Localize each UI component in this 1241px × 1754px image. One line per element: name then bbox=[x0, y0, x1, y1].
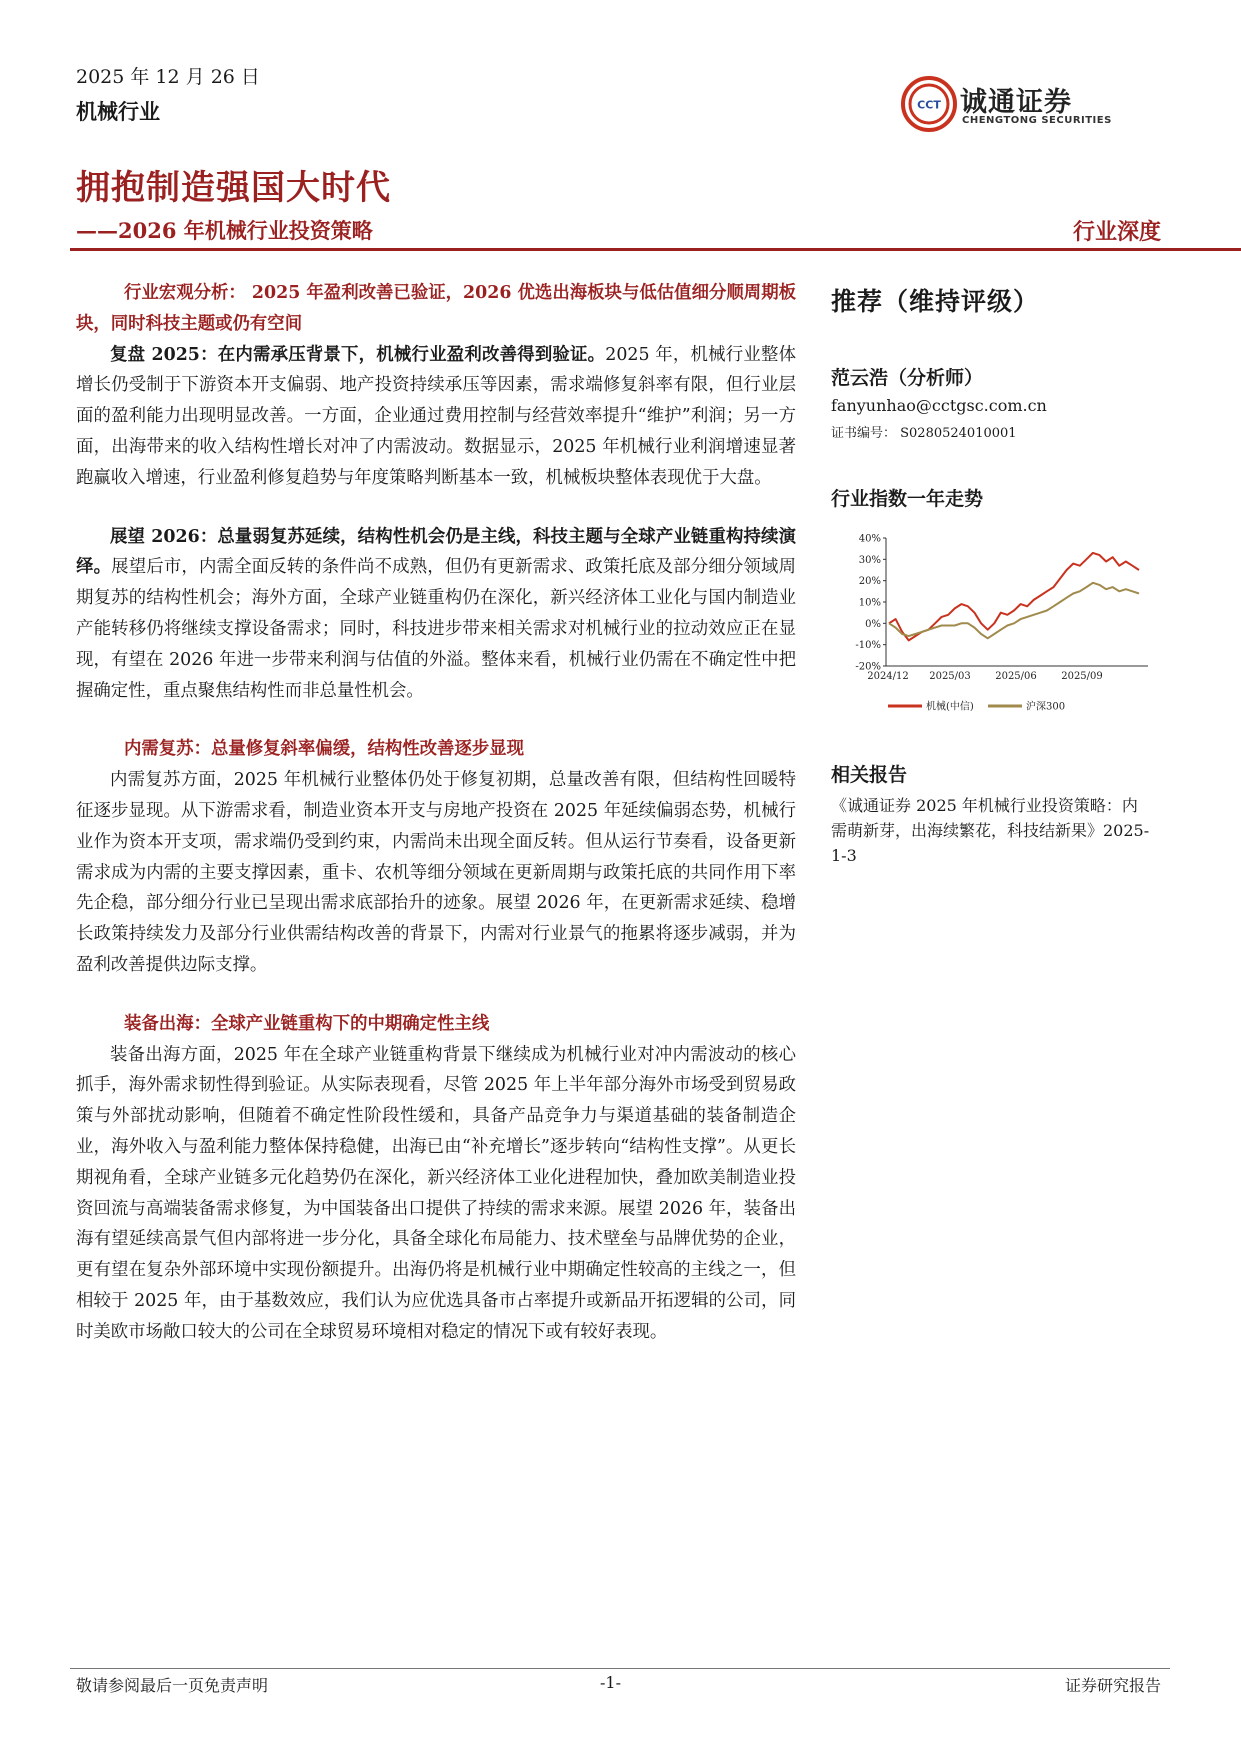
y-tick-label: 0% bbox=[865, 618, 881, 630]
footer-divider bbox=[70, 1668, 1170, 1669]
series-line bbox=[889, 553, 1139, 641]
paragraph-lead: 展望 2026：总量弱复苏延续，结构性机会仍是主线，科技主题与全球产业链重构持续演绎。 bbox=[76, 526, 796, 578]
x-tick-label: 2025/03 bbox=[929, 671, 971, 682]
y-tick-label: -10% bbox=[855, 640, 881, 652]
main-content bbox=[76, 278, 796, 1348]
report-type: 行业深度 bbox=[1072, 219, 1161, 245]
page-number: -1- bbox=[600, 1673, 621, 1692]
related-reports-title: 相关报告 bbox=[831, 764, 908, 786]
logo-name-cn: 诚通证券 bbox=[960, 87, 1072, 118]
paragraph-review-2025 bbox=[76, 340, 796, 494]
y-tick-label: 20% bbox=[858, 576, 881, 588]
related-report-item[interactable]: 《诚通证券 2025 年机械行业投资策略：内需萌新芽，出海续繁花，科技结新果》2025-1-3 bbox=[831, 796, 1150, 865]
chart-title: 行业指数一年走势 bbox=[831, 488, 984, 510]
paragraph-text: 2025 年，机械行业整体增长仍受制于下游资本开支偏弱、地产投资持续承压等因素，需求端修复斜率有限，但行业层面的盈利能力出现明显改善。一方面，企业通过费用控制与经营效率提升“维护”利润；另一方面，出海带来的收入结构性增长对冲了内需波动。数据显示，2025 年机械行业利润增速显著跑赢收入增速，行业盈利修复趋势与年度策略判断基本一致，机械板块整体表现优于大盘。 bbox=[76, 344, 796, 488]
paragraph-lead: 复盘 2025：在内需承压背景下，机械行业盈利改善得到验证。 bbox=[110, 344, 606, 365]
analyst-email[interactable]: fanyunhao@cctgsc.com.cn bbox=[831, 396, 1047, 415]
x-tick-label: 2025/09 bbox=[1061, 671, 1103, 682]
title-divider bbox=[70, 248, 1241, 251]
paragraph-text: 展望后市，内需全面反转的条件尚不成熟，但仍有更新需求、政策托底及部分细分领域周期复苏的结构性机会；海外方面，全球产业链重构仍在深化，新兴经济体工业化与国内制造业产能转移仍将继续支撑设备需求；同时，科技进步带来相关需求对机械行业的拉动效应正在显现，有望在 2026 年进一步带来利润与估值的外溢。整体来看，机械行业仍需在不确定性中把握确定性，重点聚焦结构性而非总量性机会。 bbox=[76, 557, 796, 701]
section-heading-overseas: 装备出海：全球产业链重构下的中期确定性主线 bbox=[124, 1013, 490, 1034]
footer-doc-type: 证券研究报告 bbox=[1064, 1676, 1161, 1695]
x-tick-label: 2024/12 bbox=[867, 671, 909, 682]
section-heading-domestic: 内需复苏：总量修复斜率偏缓，结构性改善逐步显现 bbox=[124, 739, 524, 760]
legend-label: 机械(中信) bbox=[926, 701, 974, 713]
x-tick-label: 2025/06 bbox=[995, 671, 1037, 682]
analyst-name: 范云浩（分析师） bbox=[831, 367, 984, 389]
paragraph-outlook-2026 bbox=[76, 522, 796, 707]
report-date: 2025 年 12 月 26 日 bbox=[76, 66, 260, 88]
certificate-number: 证书编号： S0280524010001 bbox=[831, 426, 1017, 441]
paragraph-domestic-demand: 内需复苏方面，2025 年机械行业整体仍处于修复初期，总量改善有限，但结构性回暖特征逐步显现。从下游需求看，制造业资本开支与房地产投资在 2025 年延续偏弱态势，机械行业作为资本开支项，需求端仍受到约束，内需尚未出现全面反转。但从运行节奏看，设备更新需求成为内需的主要支撑因素，重卡、农机等细分领域在更新周期与政策托底的共同作用下率先企稳，部分细分行业已呈现出需求底部抬升的迹象。展望 2026 年，在更新需求延续、稳增长政策持续发力及部分行业供需结构改善的背景下，内需对行业景气的拖累将逐步减弱，并为盈利改善提供边际支撑。 bbox=[76, 770, 796, 975]
y-tick-label: 10% bbox=[858, 597, 881, 609]
y-tick-label: 30% bbox=[858, 554, 881, 566]
report-title: 拥抱制造强国大时代 bbox=[76, 168, 391, 208]
report-subtitle: ——2026 年机械行业投资策略 bbox=[76, 218, 373, 243]
index-trend-chart bbox=[828, 528, 1158, 724]
section-heading-macro: 行业宏观分析： 2025 年盈利改善已验证，2026 优选出海板块与低估值细分顺周期板块，同时科技主题或仍有空间 bbox=[76, 283, 796, 334]
rating: 推荐（维持评级） bbox=[831, 287, 1040, 316]
industry-label: 机械行业 bbox=[76, 99, 160, 124]
paragraph-overseas: 装备出海方面，2025 年在全球产业链重构背景下继续成为机械行业对冲内需波动的核心抓手，海外需求韧性得到验证。从实际表现看，尽管 2025 年上半年部分海外市场受到贸易政策与外部扰动影响，但随着不确定性阶段性缓和，具备产品竞争力与渠道基础的装备制造企业，海外收入与盈利能力整体保持稳健，出海已由“补充增长”逐步转向“结构性支撑”。从更长期视角看，全球产业链多元化趋势仍在深化，新兴经济体工业化进程加快，叠加欧美制造业投资回流与高端装备需求修复，为中国装备出口提供了持续的需求来源。展望 2026 年，装备出海有望延续高景气但内部将进一步分化，具备全球化布局能力、技术壁垒与品牌优势的企业，更有望在复杂外部环境中实现份额提升。出海仍将是机械行业中期确定性较高的主线之一，但相较于 2025 年，由于基数效应，我们认为应优选具备市占率提升或新品开拓逻辑的公司，同时美欧市场敞口较大的公司在全球贸易环境相对稳定的情况下或有较好表现。 bbox=[76, 1044, 796, 1342]
footer-disclaimer: 敬请参阅最后一页免责声明 bbox=[76, 1676, 269, 1695]
legend-label: 沪深300 bbox=[1026, 701, 1066, 713]
svg-text:CCT: CCT bbox=[917, 98, 941, 112]
y-tick-label: 40% bbox=[858, 533, 881, 545]
y-tick-label: -20% bbox=[855, 661, 881, 673]
logo-name-en: CHENGTONG SECURITIES bbox=[962, 115, 1112, 126]
